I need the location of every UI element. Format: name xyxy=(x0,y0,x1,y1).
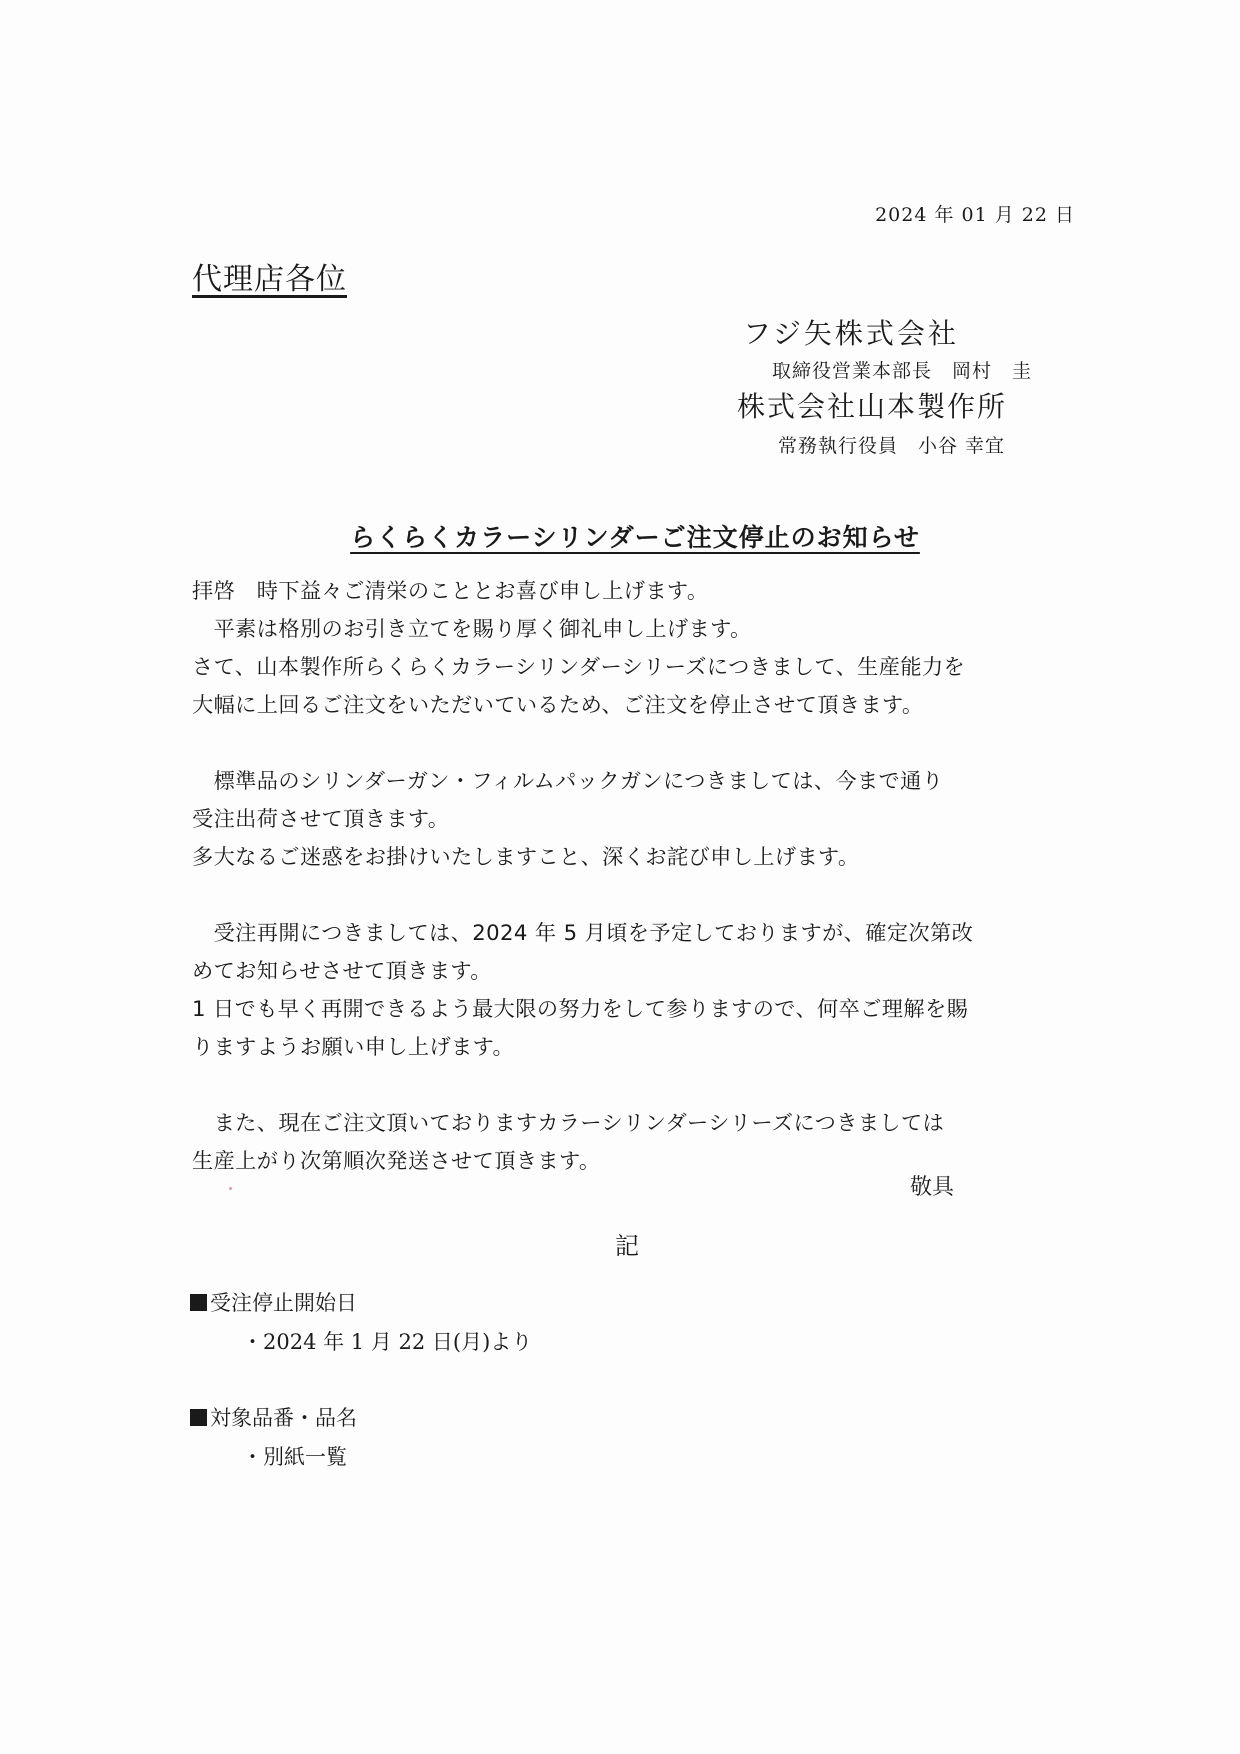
closing-keigu: 敬具 xyxy=(910,1175,955,1200)
sender-company-yamamoto: 株式会社山本製作所 xyxy=(737,390,1008,423)
letter-date: 2024 年 01 月 22 日 xyxy=(875,204,1075,226)
body-line: 拝啓 時下益々ご清栄のこととお喜び申し上げます。 xyxy=(192,578,709,603)
body-line: めてお知らせさせて頂きます。 xyxy=(192,958,492,983)
paragraph-gap xyxy=(192,1066,1072,1104)
square-bullet-icon xyxy=(190,1294,207,1311)
body-line: 標準品のシリンダーガン・フィルムパックガンにつきましては、今まで通り xyxy=(192,768,944,793)
body-line: りますようお願い申し上げます。 xyxy=(192,1034,515,1059)
paragraph-gap xyxy=(192,724,1072,762)
body-line: 生産上がり次第順次発送させて頂きます。 xyxy=(192,1148,601,1173)
body-line: また、現在ご注文頂いておりますカラーシリンダーシリーズにつきましては xyxy=(192,1110,945,1135)
body-line: 受注出荷させて頂きます。 xyxy=(192,806,450,831)
item-heading-text: 受注停止開始日 xyxy=(210,1291,357,1315)
body-line: 受注再開につきましては、2024 年 5 月頃を予定しておりますが、確定次第改 xyxy=(192,920,974,945)
sender-person-okamura: 取締役営業本部長 岡村 圭 xyxy=(772,360,1033,382)
body-line: 1 日でも早く再開できるよう最大限の努力をして参りますので、何卒ご理解を賜 xyxy=(192,996,969,1021)
scan-speck xyxy=(229,1187,232,1190)
body-line: 多大なるご迷惑をお掛けいたしますこと、深くお詫び申し上げます。 xyxy=(192,844,860,869)
notice-title-text: らくらくカラーシリンダーご注文停止のお知らせ xyxy=(350,523,920,552)
item-detail-target-products: ・別紙一覧 xyxy=(242,1445,347,1469)
item-heading-text: 対象品番・品名 xyxy=(210,1406,357,1430)
recipient-line: 代理店各位 xyxy=(192,262,347,297)
item-heading-stop-date xyxy=(190,1287,357,1317)
notice-title xyxy=(0,518,1240,554)
sender-company-fujiya: フジ矢株式会社 xyxy=(743,317,959,350)
item-detail-stop-date: ・2024 年 1 月 22 日(月)より xyxy=(242,1330,533,1354)
paragraph-gap xyxy=(192,876,1072,914)
item-heading-target-products xyxy=(190,1402,357,1432)
body-line: 平素は格別のお引き立てを賜り厚く御礼申し上げます。 xyxy=(192,616,752,641)
body-line: さて、山本製作所らくらくカラーシリンダーシリーズにつきまして、生産能力を xyxy=(192,654,966,679)
body-line: 大幅に上回るご注文をいただいているため、ご注文を停止させて頂きます。 xyxy=(192,692,924,717)
letter-body xyxy=(192,572,1072,1180)
square-bullet-icon xyxy=(190,1409,207,1426)
sender-person-kotani: 常務執行役員 小谷 幸宜 xyxy=(778,435,1006,457)
ki-heading: 記 xyxy=(615,1232,639,1260)
